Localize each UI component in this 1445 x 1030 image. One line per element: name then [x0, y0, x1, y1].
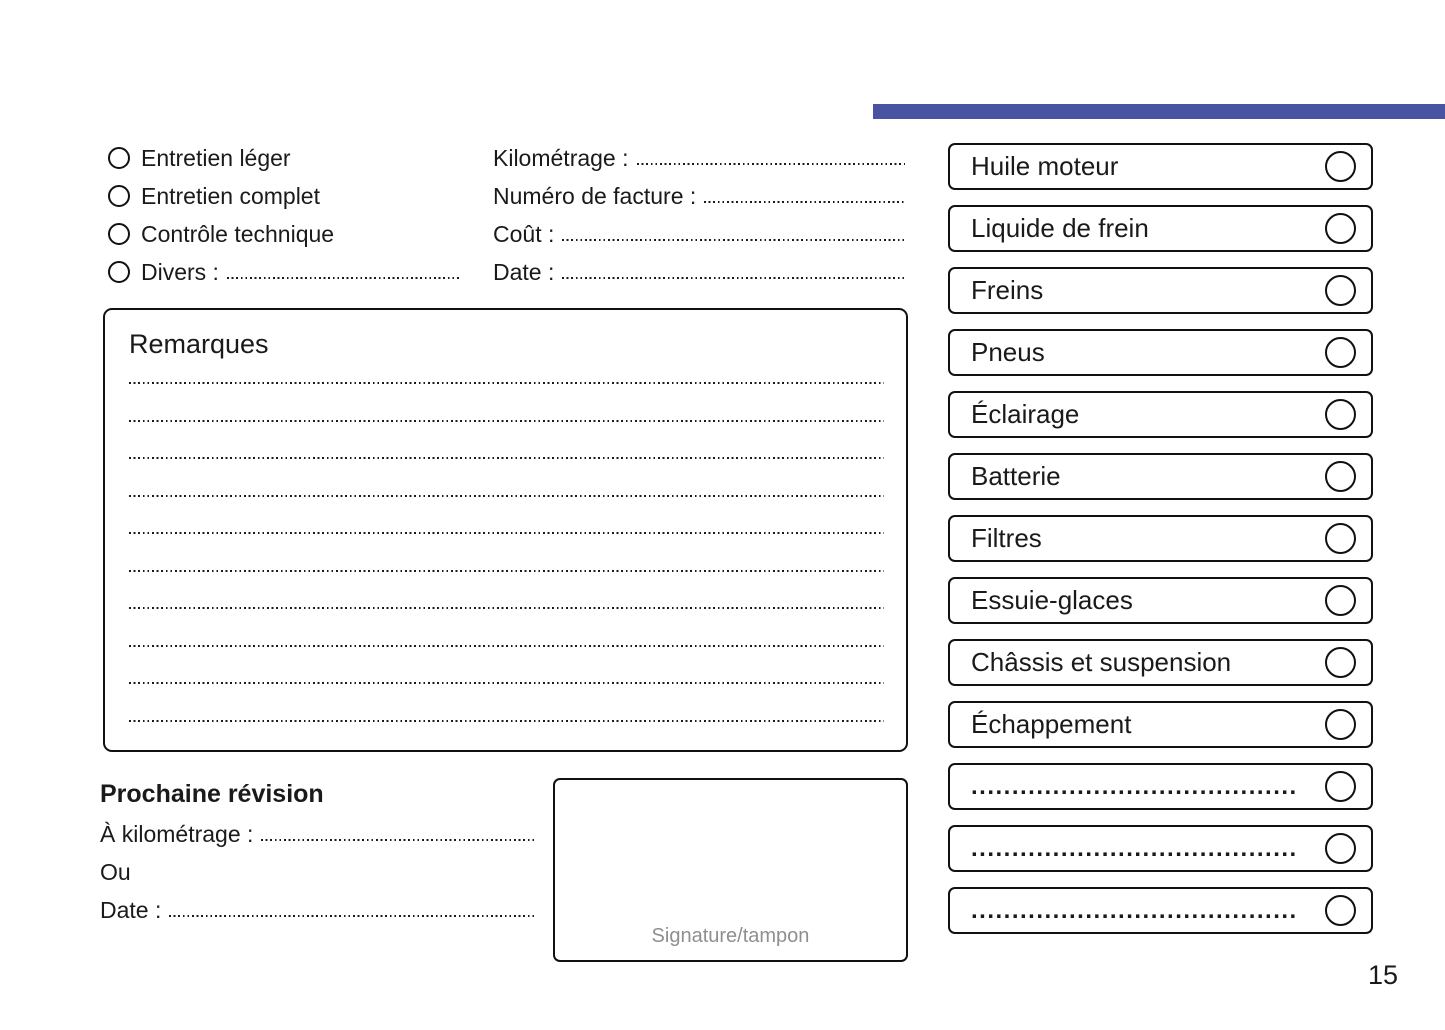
next-service-date-fill-in-line[interactable]	[169, 915, 535, 917]
accent-bar	[873, 104, 1445, 119]
radio-circle[interactable]	[108, 261, 130, 283]
remarks-line[interactable]	[129, 570, 884, 572]
signature-box[interactable]	[553, 778, 908, 962]
service-type-group	[108, 139, 460, 291]
divers-fill-in-line[interactable]	[227, 277, 460, 279]
remarks-line[interactable]	[129, 720, 884, 722]
remarks-line[interactable]	[129, 607, 884, 609]
checklist-item-chassis-et-suspension	[948, 639, 1373, 686]
radio-circle[interactable]	[108, 147, 130, 169]
remarks-line[interactable]	[129, 457, 884, 459]
remarks-line[interactable]	[129, 382, 884, 384]
service-type-label: Divers :	[141, 258, 219, 285]
check-circle[interactable]	[1325, 399, 1356, 430]
check-circle[interactable]	[1325, 337, 1356, 368]
checklist-item-filtres	[948, 515, 1373, 562]
service-type-option-divers	[108, 253, 460, 291]
check-circle[interactable]	[1325, 523, 1356, 554]
checklist-item-huile-moteur	[948, 143, 1373, 190]
check-circle[interactable]	[1325, 151, 1356, 182]
remarks-line[interactable]	[129, 420, 884, 422]
checklist-item-liquide-de-frein	[948, 205, 1373, 252]
checklist-item-label: Éclairage	[971, 399, 1080, 429]
next-service-or-row	[100, 853, 535, 891]
check-circle[interactable]	[1325, 771, 1356, 802]
next-service-section	[100, 773, 535, 929]
checklist-item-blank-label[interactable]: ........................................	[971, 897, 1298, 924]
numero-facture-fill-in-line[interactable]	[704, 201, 905, 203]
radio-circle[interactable]	[108, 185, 130, 207]
numero-facture-field	[493, 177, 905, 215]
checklist-item-blank-label[interactable]: ........................................	[971, 835, 1298, 862]
checklist-item-blank-3	[948, 887, 1373, 934]
check-circle[interactable]	[1325, 709, 1356, 740]
date-fill-in-line[interactable]	[562, 277, 905, 279]
checklist-item-pneus	[948, 329, 1373, 376]
next-service-title: Prochaine révision	[100, 780, 324, 808]
checklist-item-essuie-glaces	[948, 577, 1373, 624]
kilometrage-fill-in-line[interactable]	[637, 163, 905, 165]
next-service-date-label: Date :	[100, 896, 162, 923]
next-service-kilometrage-field	[100, 815, 535, 853]
cout-label: Coût :	[493, 220, 555, 247]
check-circle[interactable]	[1325, 833, 1356, 864]
remarks-title: Remarques	[129, 329, 269, 359]
page-number: 15	[1368, 960, 1399, 990]
checklist-item-batterie	[948, 453, 1373, 500]
check-circle[interactable]	[1325, 275, 1356, 306]
check-circle[interactable]	[1325, 585, 1356, 616]
checklist-item-freins	[948, 267, 1373, 314]
remarks-line[interactable]	[129, 645, 884, 647]
check-circle[interactable]	[1325, 647, 1356, 678]
inspection-checklist	[948, 143, 1373, 949]
next-service-kilometrage-label: À kilométrage :	[100, 820, 254, 847]
checklist-item-label: Filtres	[971, 523, 1042, 553]
remarks-line[interactable]	[129, 532, 884, 534]
checklist-item-label: Huile moteur	[971, 151, 1119, 181]
date-field	[493, 253, 905, 291]
checklist-item-echappement	[948, 701, 1373, 748]
cout-field	[493, 215, 905, 253]
checklist-item-label: Batterie	[971, 461, 1061, 491]
checklist-item-blank-1	[948, 763, 1373, 810]
service-type-label: Contrôle technique	[141, 220, 335, 247]
next-service-date-field	[100, 891, 535, 929]
signature-label: Signature/tampon	[651, 925, 810, 947]
date-label: Date :	[493, 258, 555, 285]
cout-fill-in-line[interactable]	[562, 239, 905, 241]
checklist-item-label: Freins	[971, 275, 1044, 305]
kilometrage-field	[493, 139, 905, 177]
record-fields-group	[493, 139, 905, 291]
next-service-or-label: Ou	[100, 858, 131, 885]
checklist-item-label: Châssis et suspension	[971, 647, 1232, 677]
service-type-option-entretien-complet	[108, 177, 460, 215]
checklist-item-eclairage	[948, 391, 1373, 438]
radio-circle[interactable]	[108, 223, 130, 245]
service-type-label: Entretien léger	[141, 144, 291, 171]
checklist-item-label: Essuie-glaces	[971, 585, 1133, 615]
check-circle[interactable]	[1325, 213, 1356, 244]
service-type-option-controle-technique	[108, 215, 460, 253]
service-type-label: Entretien complet	[141, 182, 320, 209]
check-circle[interactable]	[1325, 895, 1356, 926]
check-circle[interactable]	[1325, 461, 1356, 492]
service-type-option-entretien-leger	[108, 139, 460, 177]
remarks-box	[103, 308, 908, 752]
numero-facture-label: Numéro de facture :	[493, 182, 697, 209]
next-service-kilometrage-fill-in-line[interactable]	[261, 839, 535, 841]
checklist-item-label: Échappement	[971, 709, 1132, 739]
kilometrage-label: Kilométrage :	[493, 144, 629, 171]
checklist-item-label: Pneus	[971, 337, 1045, 367]
checklist-item-blank-2	[948, 825, 1373, 872]
checklist-item-blank-label[interactable]: ........................................	[971, 773, 1298, 800]
checklist-item-label: Liquide de frein	[971, 213, 1149, 243]
remarks-line[interactable]	[129, 682, 884, 684]
remarks-line[interactable]	[129, 495, 884, 497]
